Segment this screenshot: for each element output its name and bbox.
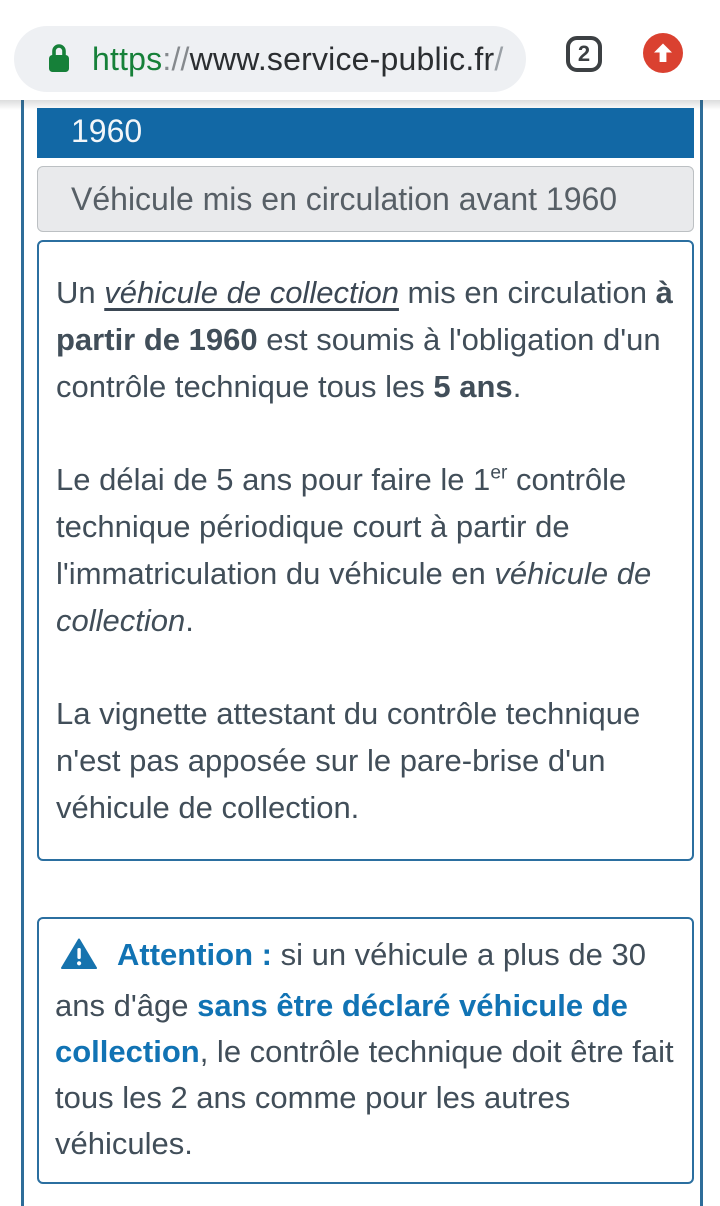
- paragraph-delai: [56, 456, 676, 644]
- url-scheme: https: [92, 40, 163, 77]
- lock-icon: [46, 43, 72, 75]
- attention-paragraph: [55, 932, 676, 1167]
- text-run: Un: [56, 275, 105, 310]
- tab-panel: [37, 240, 694, 861]
- text-run: contrôle technique périodique court à partir de l'immatriculation du véhicule en: [56, 462, 627, 591]
- text-run: Le délai de 5 ans pour faire le 1: [56, 462, 491, 497]
- url-host: www.service-public.fr: [189, 40, 495, 77]
- page-content: [0, 100, 720, 1206]
- tab-avant-1960[interactable]: [37, 166, 694, 232]
- url-text: [92, 41, 503, 78]
- browser-toolbar: [0, 0, 720, 100]
- text-run: si un véhicule a plus de 30 ans d'âge: [55, 937, 646, 1023]
- toolbar-shadow: [0, 100, 720, 110]
- tab-switcher-button[interactable]: [566, 36, 602, 72]
- warning-triangle-icon: [61, 937, 97, 983]
- attention-label: Attention :: [117, 937, 272, 972]
- italic-vehicule-collection: véhicule de collection: [56, 556, 652, 638]
- paragraph-vignette: La vignette attestant du contrôle technique n'est pas apposée sur le pare-brise d'un véhicule de collection.: [56, 696, 641, 825]
- text-run: est soumis à l'obligation d'un contrôle technique tous les: [56, 322, 661, 404]
- tabs-widget: [37, 108, 694, 1184]
- text-run: .: [512, 369, 522, 404]
- definition-link-vehicule-collection[interactable]: véhicule de collection: [104, 275, 399, 310]
- tab-apres-1960[interactable]: [37, 108, 694, 158]
- page-border-right: [700, 100, 703, 1206]
- tab-count-label: 2: [577, 41, 591, 66]
- address-bar[interactable]: [14, 26, 526, 92]
- attention-callout: [37, 917, 694, 1184]
- paragraph-obligation: [56, 269, 676, 410]
- url-trail: /: [494, 40, 504, 77]
- text-run: .: [185, 603, 194, 638]
- tab-apres-1960-label: 1960: [71, 113, 143, 149]
- chrome-update-button[interactable]: [643, 33, 683, 73]
- bold-5-ans: 5 ans: [433, 369, 513, 404]
- arrow-up-icon: [651, 41, 675, 65]
- bold-a-partir-1960: à partir de 1960: [56, 275, 673, 357]
- tab-avant-1960-label: Véhicule mis en circulation avant 1960: [71, 180, 618, 217]
- superscript-er: er: [490, 462, 508, 484]
- text-run: mis en circulation: [398, 275, 656, 310]
- url-separator: ://: [162, 40, 190, 77]
- page-border-left: [21, 100, 24, 1206]
- text-run: , le contrôle technique doit être fait tous les 2 ans comme pour les autres véhicules.: [55, 1034, 674, 1161]
- link-sans-etre-declare[interactable]: sans être déclaré véhicule de collection: [55, 988, 628, 1069]
